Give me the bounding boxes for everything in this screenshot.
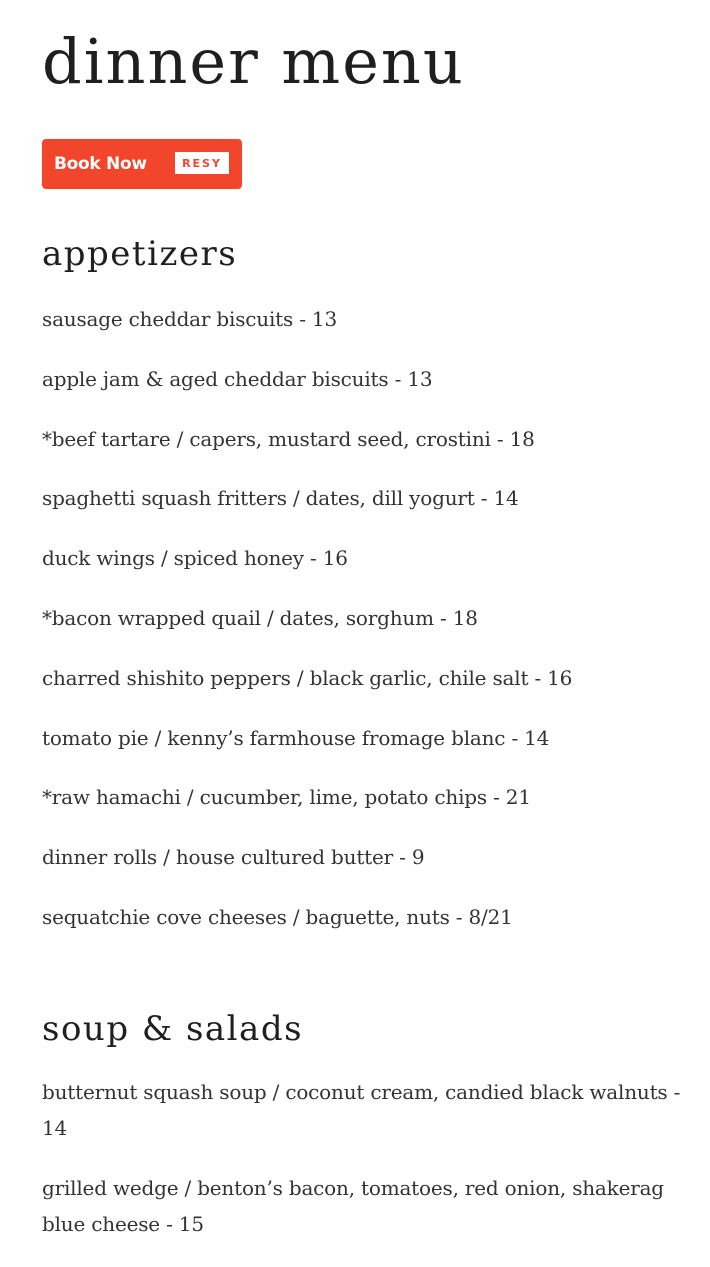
section-heading-soup-salads: soup & salads <box>42 1009 304 1049</box>
menu-item: spaghetti squash fritters / dates, dill yogurt - 14 <box>42 486 519 510</box>
menu-item: charred shishito peppers / black garlic, chile salt - 16 <box>42 666 573 690</box>
book-now-label: Book Now <box>54 154 147 174</box>
menu-item: *bacon wrapped quail / dates, sorghum - 18 <box>42 606 478 630</box>
book-now-button[interactable] <box>42 139 242 189</box>
menu-item: sequatchie cove cheeses / baguette, nuts - 8/21 <box>42 905 513 929</box>
menu-item: duck wings / spiced honey - 16 <box>42 546 348 570</box>
menu-item: *beef tartare / capers, mustard seed, crostini - 18 <box>42 427 535 451</box>
section-heading-appetizers: appetizers <box>42 234 238 274</box>
menu-item: butternut squash soup / coconut cream, candied black walnuts - 14 <box>42 1080 681 1140</box>
menu-item: dinner rolls / house cultured butter - 9 <box>42 845 425 869</box>
menu-item: tomato pie / kenny’s farmhouse fromage blanc - 14 <box>42 726 550 750</box>
menu-item: sausage cheddar biscuits - 13 <box>42 307 337 331</box>
resy-logo-badge: RESY <box>175 152 229 174</box>
menu-item: *raw hamachi / cucumber, lime, potato chips - 21 <box>42 785 531 809</box>
menu-item: grilled wedge / benton’s bacon, tomatoes, red onion, shakerag blue cheese - 15 <box>42 1176 664 1236</box>
page-title: dinner menu <box>42 25 465 98</box>
menu-item: apple jam & aged cheddar biscuits - 13 <box>42 367 433 391</box>
